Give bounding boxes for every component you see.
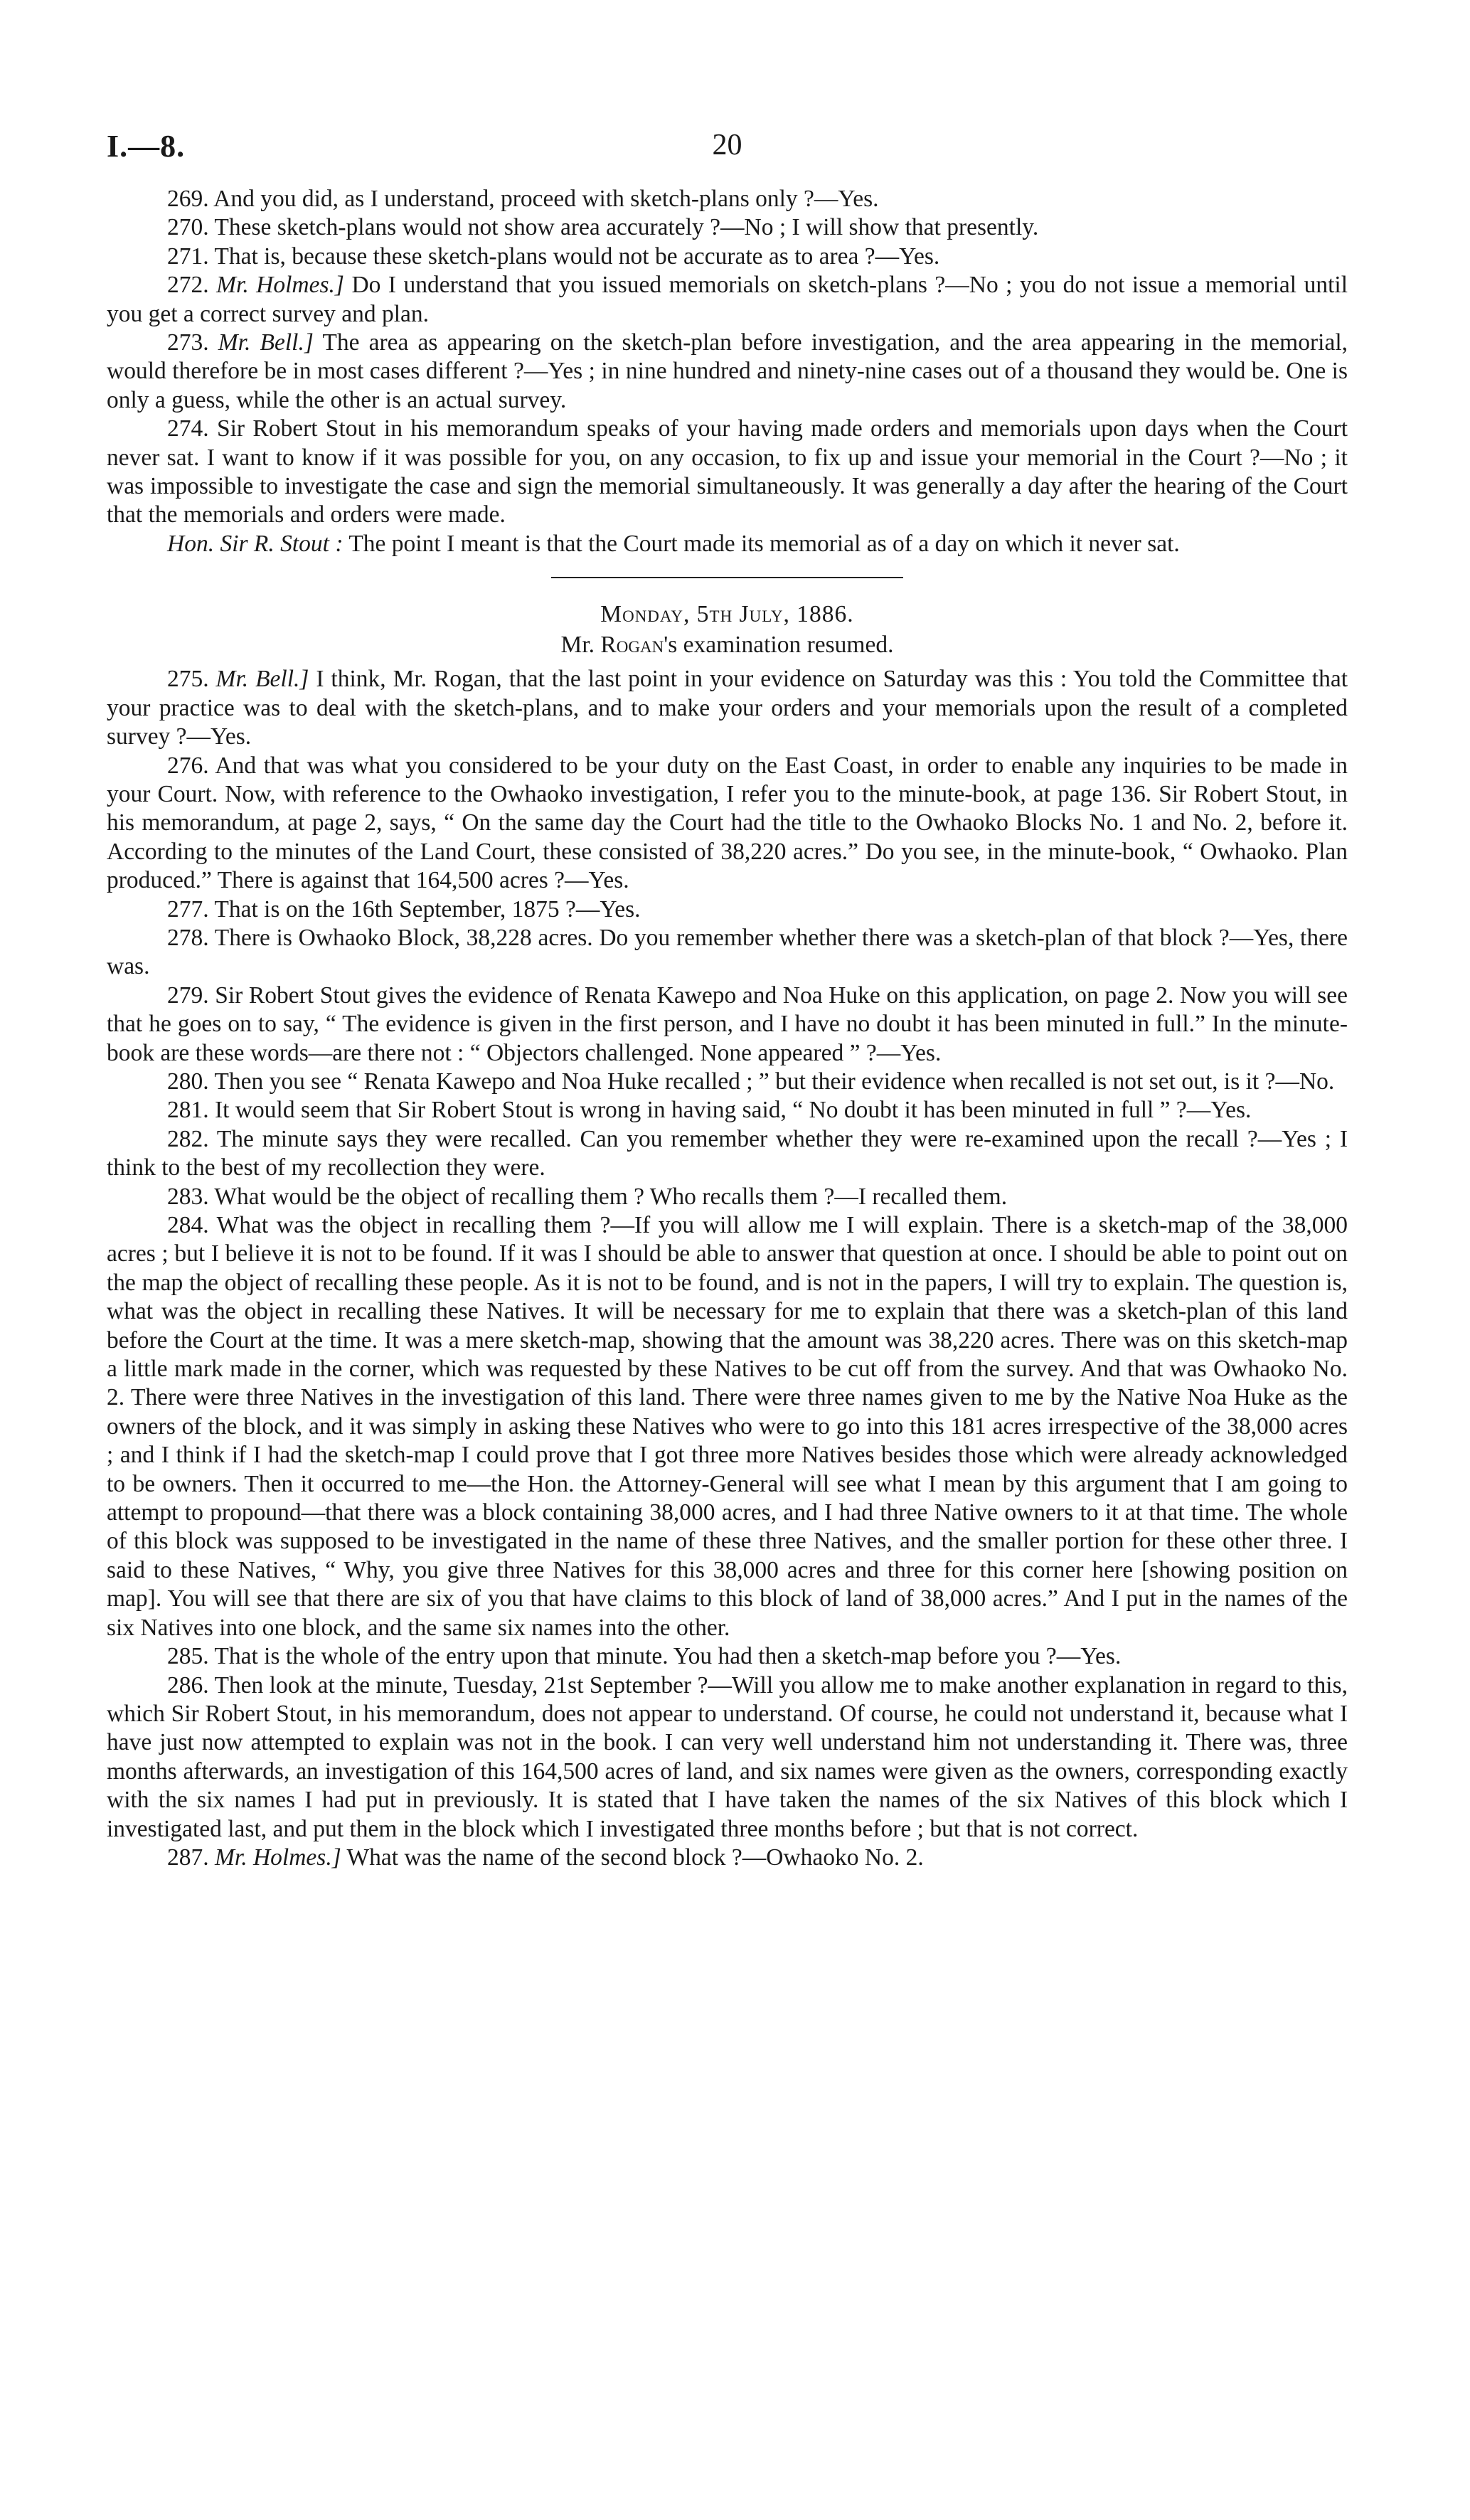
question-number: 282.	[167, 1125, 209, 1152]
document-reference: I.—8.	[107, 129, 186, 164]
speaker-name: Mr. Bell.]	[218, 329, 314, 356]
question-text: That is the whole of the entry upon that minute. You had then a sketch-map before you ?—Yes.	[214, 1643, 1122, 1670]
question-paragraph	[107, 1096, 1348, 1125]
question-text: There is Owhaoko Block, 38,228 acres. Do you remember whether there was a sketch-plan of that block ?—Yes, there was.	[107, 924, 1348, 980]
question-number: 287.	[167, 1844, 209, 1871]
speaker-name: Mr. Holmes.]	[215, 1844, 341, 1871]
question-number: 270.	[167, 214, 209, 241]
evidence-section-1	[107, 185, 1348, 558]
question-paragraph	[107, 243, 1348, 271]
examination-subheading	[107, 629, 1348, 661]
evidence-section-2	[107, 665, 1348, 1872]
question-number: 275.	[167, 666, 209, 693]
question-text: It would seem that Sir Robert Stout is wrong in having said, “ No doubt it has been minuted in full ” ?—Yes.	[215, 1097, 1252, 1124]
question-paragraph	[107, 185, 1348, 213]
subheading-name: Rogan	[600, 632, 664, 659]
question-number: 277.	[167, 895, 209, 923]
question-paragraph	[107, 1125, 1348, 1183]
subheading-suffix: 's examination resumed.	[664, 632, 894, 659]
question-paragraph	[107, 924, 1348, 982]
question-number: 271.	[167, 243, 209, 270]
question-paragraph	[107, 329, 1348, 415]
question-paragraph	[107, 1211, 1348, 1642]
question-paragraph	[107, 1068, 1348, 1096]
question-text: Sir Robert Stout in his memorandum speaks of your having made orders and memorials upon days when the Court never sat. I want to know if it was possible for you, on any occasion, to fix up and issue your memorial in the Court ?—No ; it was impossible to investigate the case and sign the memorial simultaneously. It was generally a day after the hearing of the Court that the memorials and orders were made.	[107, 415, 1348, 528]
question-number: 286.	[167, 1671, 209, 1698]
question-text: The minute says they were recalled. Can you remember whether they were re-examined upon the recall ?—Yes ; I think to the best of my recollection they were.	[107, 1125, 1348, 1181]
document-page	[107, 121, 1348, 1872]
question-text: Sir Robert Stout gives the evidence of Renata Kawepo and Noa Huke on this application, on page 2. Now you will see that he goes on to say, “ The evidence is given in the first person, and I have no doubt it has been minuted in full.” In the minute-book are these words—are there not : “ Objectors challenged. None appeared ” ?—Yes.	[107, 982, 1348, 1066]
question-text: Then look at the minute, Tuesday, 21st September ?—Will you allow me to make another explanation in regard to this, which Sir Robert Stout, in his memorandum, does not appear to understand. Of course, he could not understand it, because what I have just now attempted to explain was not in the book. I can very well understand him not understanding it. There was, three months afterwards, an investigation of this 164,500 acres of land, and six names were given as the owners, corresponding exactly with the six names I had put in previously. It is stated that I have taken the names of the six Natives of this block which I investigated last, and put them in the block which I investigated three months before ; but that is not correct.	[107, 1671, 1348, 1842]
question-number: 279.	[167, 982, 209, 1009]
question-paragraph	[107, 1642, 1348, 1671]
question-number: 278.	[167, 924, 209, 951]
question-number: 285.	[167, 1643, 209, 1670]
question-text: What would be the object of recalling them ? Who recalls them ?—I recalled them.	[214, 1183, 1008, 1210]
question-number: 273.	[167, 329, 209, 356]
question-text: And that was what you considered to be your duty on the East Coast, in order to enable any inquiries to be made in your Court. Now, with reference to the Owhaoko investigation, I refer you to the minute-book, at page 136. Sir Robert Stout, in his memorandum, at page 2, says, “ On the same day the Court had the title to the Owhaoko Blocks No. 1 and No. 2, before it. According to the minutes of the Land Court, these consisted of 38,220 acres.” Do you see, in the minute-book, “ Owhaoko. Plan produced.” There is against that 164,500 acres ?—Yes.	[107, 752, 1348, 894]
question-text: That is on the 16th September, 1875 ?—Yes.	[214, 895, 641, 923]
question-text: What was the object in recalling them ?—If you will allow me I will explain. There is a sketch-map of the 38,000 acres ; but I believe it is not to be found. If it was I should be able to answer that question at once. I should be able to point out on the map the object of recalling these people. As it is not to be found, and is not in the papers, I will try to explain. The question is, what was the object in recalling these Natives. It will be necessary for me to explain that there was a sketch-plan of this land before the Court at the time. It was a mere sketch-map, showing that the amount was 38,220 acres. There was on this sketch-map a little mark made in the corner, which was requested by these Natives to be cut off from the survey. And that was Owhaoko No. 2. There were three Natives in the investigation of this land. There were three names given to me by the Native Noa Huke as the owners of the block, and it was simply in asking these Natives who were to go into this 181 acres irrespective of the 38,000 acres ; and I think if I had the sketch-map I could prove that I got three more Natives besides those which were already acknowledged to be owners. Then it occurred to me—the Hon. the Attorney-General will see what I mean by this argument that I am going to attempt to propound—that there was a block containing 38,000 acres, and I had three Native owners to it at that time. The whole of this block was supposed to be investigated in the name of these three Natives, and the smaller portion for these other three. I said to these Natives, “ Why, you give three Natives for this 38,000 acres and three for this corner here [showing position on map]. You will see that there are six of you that have claims to this block of land of 38,000 acres.” And I put in the names of the six Natives into one block, and the same six names into the other.	[107, 1212, 1348, 1641]
question-paragraph	[107, 752, 1348, 895]
question-text: These sketch-plans would not show area accurately ?—No ; I will show that presently.	[214, 214, 1039, 241]
question-number: 284.	[167, 1212, 209, 1238]
section-divider	[551, 577, 903, 578]
question-paragraph	[107, 1671, 1348, 1844]
question-text: The point I meant is that the Court made its memorial as of a day on which it never sat.	[348, 530, 1180, 557]
speaker-name: Hon. Sir R. Stout :	[167, 530, 343, 557]
question-number: 280.	[167, 1068, 209, 1095]
question-text: And you did, as I understand, proceed with sketch-plans only ?—Yes.	[213, 186, 879, 212]
question-text: Then you see “ Renata Kawepo and Noa Huke recalled ; ” but their evidence when recalled is not set out, is it ?—No.	[214, 1068, 1335, 1095]
question-paragraph	[107, 895, 1348, 924]
speaker-name: Mr. Bell.]	[215, 666, 309, 693]
speaker-name: Mr. Holmes.]	[216, 272, 344, 299]
question-paragraph	[107, 1844, 1348, 1872]
question-number: 281.	[167, 1097, 209, 1124]
page-header	[107, 121, 1348, 185]
question-number: 276.	[167, 752, 209, 779]
question-paragraph	[107, 530, 1348, 558]
question-number: 274.	[167, 415, 209, 442]
question-text: I think, Mr. Rogan, that the last point in your evidence on Saturday was this : You told the Committee that your practice was to deal with the sketch-plans, and to make your orders and your memorials upon the result of a completed survey ?—Yes.	[107, 666, 1348, 750]
subheading-prefix: Mr.	[560, 632, 601, 659]
question-paragraph	[107, 1183, 1348, 1211]
question-paragraph	[107, 213, 1348, 242]
page-number: 20	[712, 129, 742, 161]
date-heading: Monday, 5th July, 1886.	[600, 601, 854, 628]
question-number: 272.	[167, 272, 209, 299]
question-text: The area as appearing on the sketch-plan before investigation, and the area appearing in the memorial, would therefore be in most cases different ?—Yes ; in nine hundred and ninety-nine cases out of a thousand they would be. One is only a guess, while the other is an actual survey.	[107, 329, 1348, 413]
question-paragraph	[107, 271, 1348, 329]
question-text: That is, because these sketch-plans would not be accurate as to area ?—Yes.	[214, 243, 940, 270]
question-number: 269.	[167, 186, 209, 212]
question-text: What was the name of the second block ?—Owhaoko No. 2.	[346, 1844, 924, 1871]
question-paragraph	[107, 665, 1348, 751]
question-text: Do I understand that you issued memorials on sketch-plans ?—No ; you do not issue a memorial until you get a correct survey and plan.	[107, 272, 1348, 327]
question-paragraph	[107, 415, 1348, 530]
question-paragraph	[107, 982, 1348, 1068]
question-number: 283.	[167, 1183, 209, 1210]
